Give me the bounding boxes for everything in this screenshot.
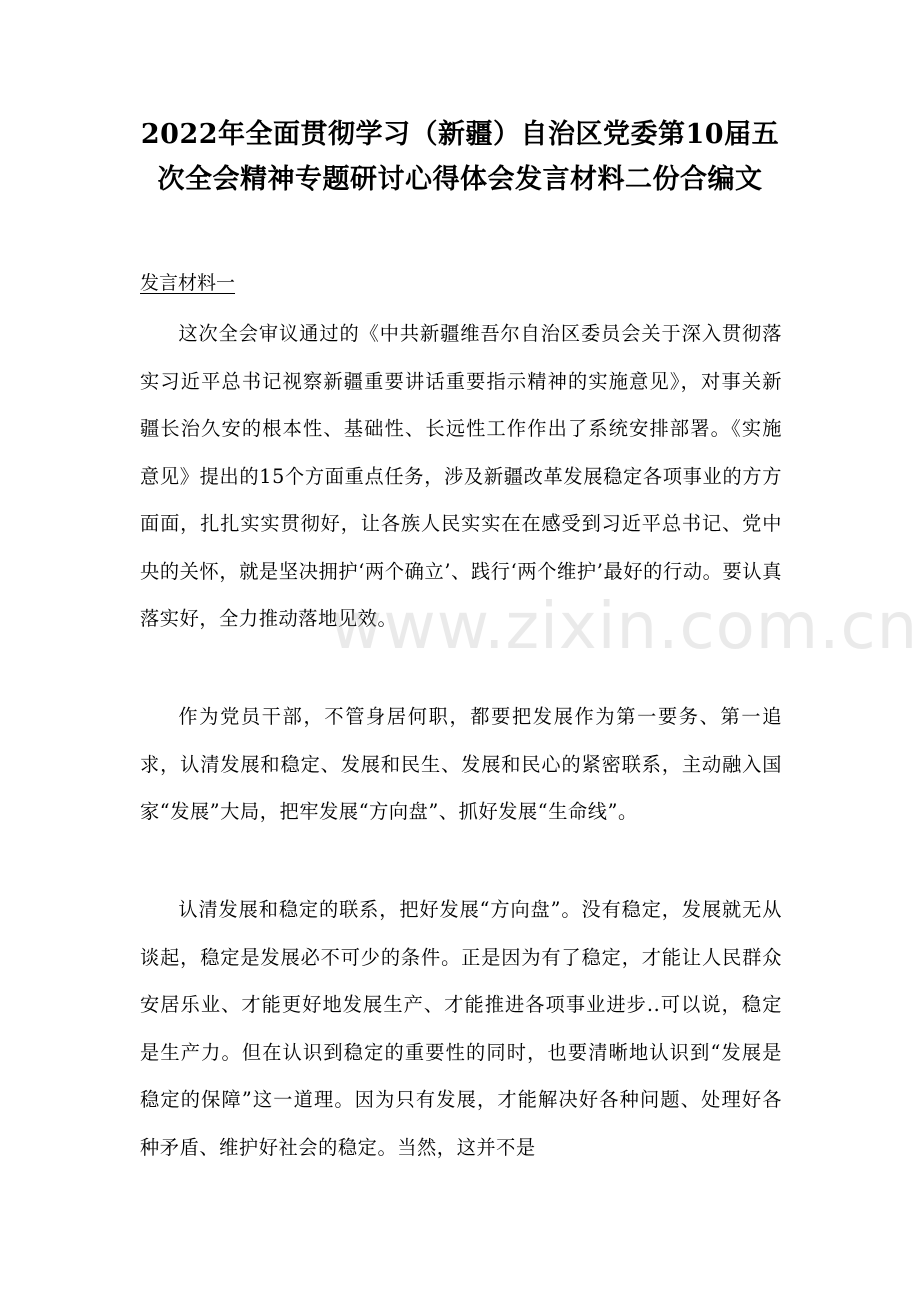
- section-heading: 发言材料一: [140, 272, 236, 294]
- paragraph-3: 认清发展和稳定的联系，把好发展“方向盘”。没有稳定，发展就无从谈起，稳定是发展必不可少的条件。正是因为有了稳定，才能让人民群众安居乐业、才能更好地发展生产、才能推进各项事业进步..可以说，稳定是生产力。但在认识到稳定的重要性的同时，也要清晰地认识到“发展是稳定的保障”这一道理。因为只有发展，才能解决好各种问题、处理好各种矛盾、维护好社会的稳定。当然，这并不是: [140, 898, 782, 1159]
- paragraph-2: 作为党员干部，不管身居何职，都要把发展作为第一要务、第一追求，认清发展和稳定、发展和民生、发展和民心的紧密联系，主动融入国家“发展”大局，把牢发展“方向盘”、抓好发展“生命线”。: [140, 705, 782, 823]
- watermark: www.zixin.com.cn: [330, 590, 919, 664]
- document-title: 2022年全面贯彻学习（新疆）自治区党委第10届五次全会精神专题研讨心得体会发言材料二份合编文: [140, 119, 780, 195]
- paragraph-1: 这次全会审议通过的《中共新疆维吾尔自治区委员会关于深入贯彻落实习近平总书记视察新疆重要讲话重要指示精神的实施意见》，对事关新疆长治久安的根本性、基础性、长远性工作作出了系统安排部署。《实施意见》提出的15个方面重点任务，涉及新疆改革发展稳定各项事业的方方面面，扎扎实实贯彻好，让各族人民实实在在感受到习近平总书记、党中央的关怀，就是坚决拥护‘两个确立’、践行‘两个维护’最好的行动。要认真落实好，全力推动落地见效。: [140, 322, 782, 630]
